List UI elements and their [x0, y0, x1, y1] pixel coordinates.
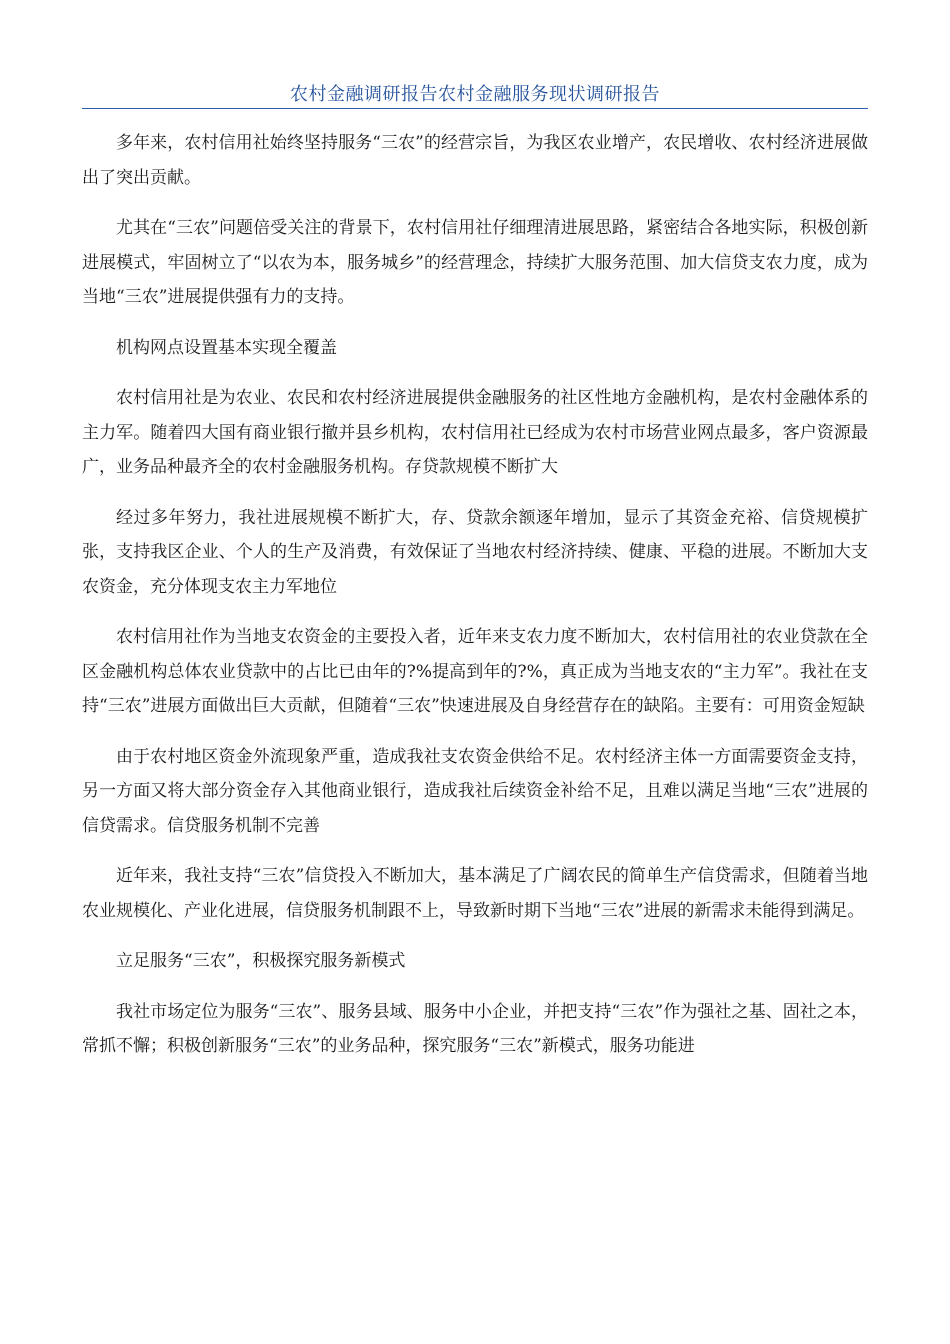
- section-heading: 机构网点设置基本实现全覆盖: [116, 337, 337, 358]
- header-divider: [82, 108, 868, 109]
- section-heading: 立足服务“三农”，积极探究服务新模式: [116, 951, 406, 971]
- paragraph: 经过多年努力，我社进展规模不断扩大，存、贷款余额逐年增加，显示了其资金充裕、信贷规模扩张，支持我区企业、个人的生产及消费，有效保证了当地农村经济持续、健康、平稳的进展。不断加大支农资金，充分体现支农主力军地位: [82, 507, 868, 597]
- paragraph: 农村信用社作为当地支农资金的主要投入者，近年来支农力度不断加大，农村信用社的农业贷款在全区金融机构总体农业贷款中的占比已由年的?%提高到年的?%，真正成为当地支农的“主力军”。我社在支持“三农”进展方面做出巨大贡献，但随着“三农”快速进展及自身经营存在的缺陷。主要有：可用资金短缺: [82, 627, 868, 716]
- paragraph: 近年来，我社支持“三农”信贷投入不断加大，基本满足了广阔农民的简单生产信贷需求，但随着当地农业规模化、产业化进展，信贷服务机制跟不上，导致新时期下当地“三农”进展的新需求未能得到满足。: [82, 866, 868, 921]
- paragraph: 多年来，农村信用社始终坚持服务“三农”的经营宗旨，为我区农业增产，农民增收、农村经济进展做出了突出贡献。: [82, 133, 868, 188]
- document-body: [82, 126, 868, 1080]
- page-title: 农村金融调研报告农村金融服务现状调研报告: [290, 84, 660, 105]
- paragraph: 我社市场定位为服务“三农”、服务县域、服务中小企业，并把支持“三农”作为强社之基、固社之本，常抓不懈；积极创新服务“三农”的业务品种，探究服务“三农”新模式，服务功能进: [82, 1001, 868, 1056]
- page-header: [82, 82, 868, 108]
- paragraph: 农村信用社是为农业、农民和农村经济进展提供金融服务的社区性地方金融机构，是农村金融体系的主力军。随着四大国有商业银行撤并县乡机构，农村信用社已经成为农村市场营业网点最多，客户资源最广，业务品种最齐全的农村金融服务机构。存贷款规模不断扩大: [82, 388, 868, 477]
- paragraph: 由于农村地区资金外流现象严重，造成我社支农资金供给不足。农村经济主体一方面需要资金支持，另一方面又将大部分资金存入其他商业银行，造成我社后续资金补给不足，且难以满足当地“三农”进展的信贷需求。信贷服务机制不完善: [82, 746, 868, 836]
- paragraph: 尤其在“三农”问题倍受关注的背景下，农村信用社仔细理清进展思路，紧密结合各地实际，积极创新进展模式，牢固树立了“以农为本，服务城乡”的经营理念，持续扩大服务范围、加大信贷支农力度，成为当地“三农”进展提供强有力的支持。: [82, 218, 868, 307]
